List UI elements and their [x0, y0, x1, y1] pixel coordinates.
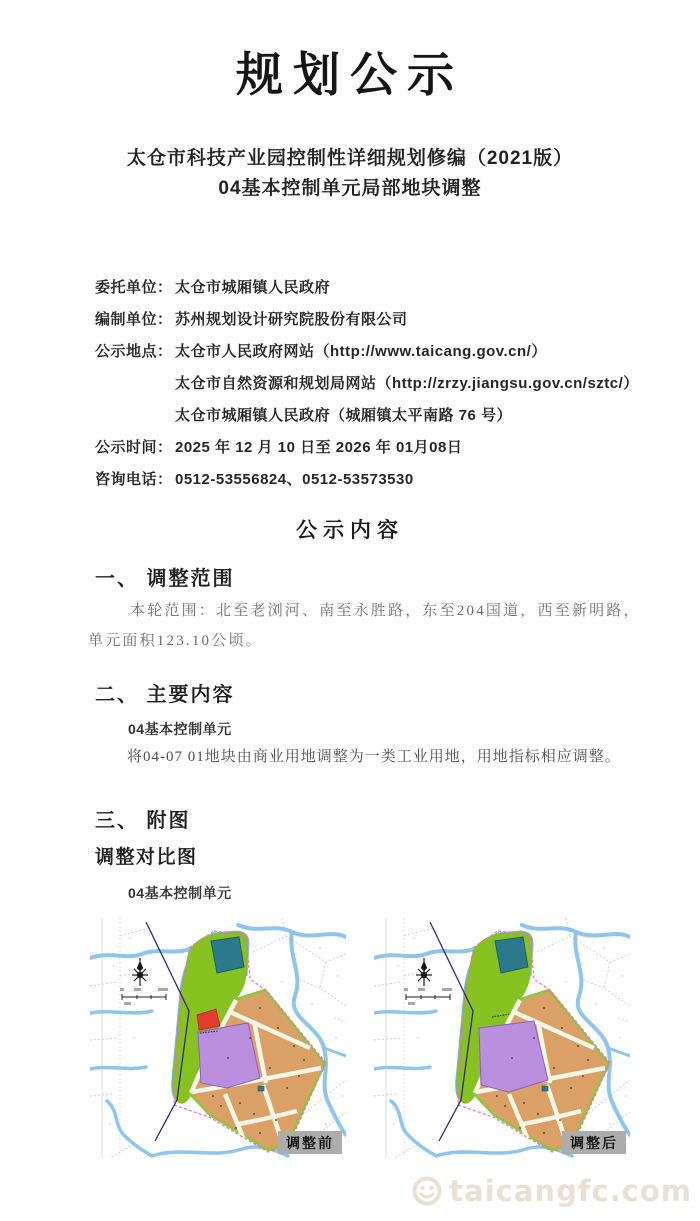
- map-before: [90, 918, 346, 1158]
- unit-label-04: 04基本控制单元: [128, 721, 232, 737]
- info-row-preparation-unit: [95, 310, 635, 329]
- info-row-publicity-location-2: [95, 374, 639, 393]
- info-value: 0512-53556824、0512-53573530: [175, 471, 414, 488]
- subtitle-line-1: 太仓市科技产业园控制性详细规划修编（2021版）: [126, 148, 574, 169]
- section-heading-publicity-content: 公示内容: [296, 519, 404, 542]
- info-label: 咨询电话：: [95, 471, 173, 488]
- info-value: 太仓市城厢镇人民政府（城厢镇太平南路 76 号）: [175, 407, 513, 424]
- subtitle-line-2: 04基本控制单元局部地块调整: [218, 178, 482, 199]
- map-after: [374, 918, 630, 1158]
- map-before-label: 调整前: [278, 1131, 342, 1154]
- info-value: 太仓市人民政府网站（http://www.taicang.gov.cn/）: [175, 343, 547, 360]
- info-label: 委托单位：: [95, 279, 173, 296]
- heading-main-content: 二、 主要内容: [95, 684, 235, 706]
- info-value: 太仓市自然资源和规划局网站（http://zrzy.jiangsu.gov.cn/sztc/）: [175, 375, 639, 392]
- watermark-text: taicangfc.com: [449, 1174, 692, 1208]
- info-row-publicity-time: [95, 438, 635, 457]
- smiley-icon: [411, 1175, 443, 1207]
- info-label: 编制单位：: [95, 311, 173, 328]
- heading-comparison-map: 调整对比图: [95, 847, 198, 868]
- paragraph-adjustment-scope: 本轮范围：北至老浏河、南至永胜路，东至204国道，西至新明路，单元面积123.10公顷。: [88, 603, 641, 649]
- map-after-label: 调整后: [562, 1131, 626, 1154]
- info-row-entrusting-unit: [95, 278, 635, 297]
- unit-label-04-figures: 04基本控制单元: [128, 885, 232, 901]
- heading-attached-figures: 三、 附图: [95, 810, 191, 832]
- notice-info-block: [95, 278, 639, 502]
- comparison-maps: [0, 918, 700, 1160]
- info-label: 公示时间：: [95, 439, 173, 456]
- info-row-publicity-location-3: [95, 406, 635, 425]
- info-value: 苏州规划设计研究院股份有限公司: [175, 311, 408, 328]
- info-label: 公示地点：: [95, 343, 173, 360]
- page-title: 规划公示: [236, 48, 464, 101]
- heading-adjustment-scope: 一、 调整范围: [95, 568, 235, 590]
- info-value: 太仓市城厢镇人民政府: [175, 279, 331, 296]
- info-value: 2025 年 12 月 10 日至 2026 年 01月08日: [175, 439, 463, 456]
- watermark: [411, 1174, 692, 1208]
- paragraph-main-content: 将04-07 01地块由商业用地调整为一类工业用地，用地指标相应调整。: [127, 749, 621, 765]
- document-subtitle: [0, 144, 700, 204]
- info-row-consulting-phone: [95, 470, 635, 489]
- info-row-publicity-location-1: [95, 342, 635, 361]
